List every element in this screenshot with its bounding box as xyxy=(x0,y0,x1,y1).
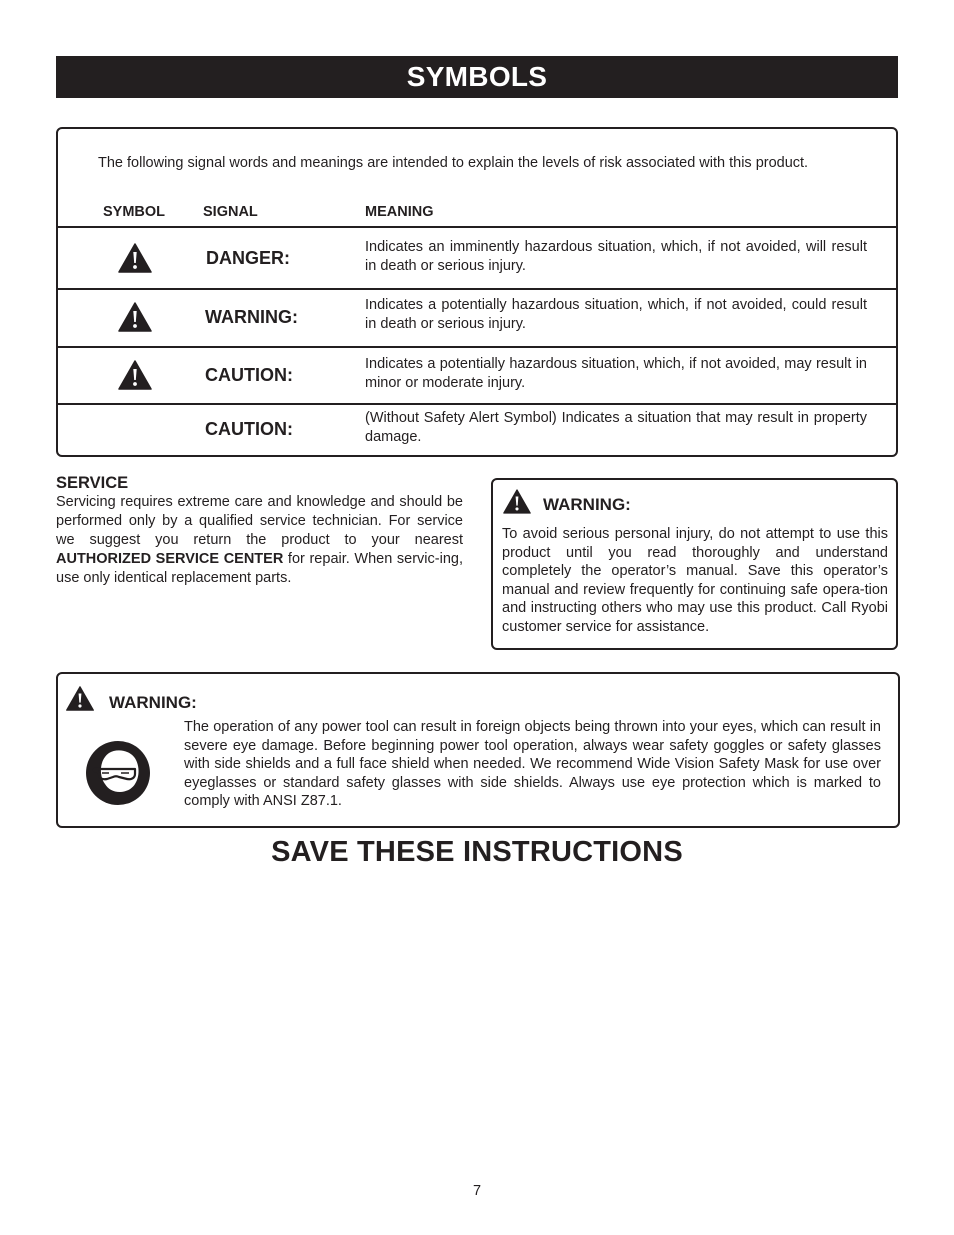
service-warning-box xyxy=(491,478,898,650)
signal-meaning: (Without Safety Alert Symbol) Indicates a situation that may result in property damage. xyxy=(365,410,867,445)
service-text xyxy=(56,493,463,588)
warning-label: WARNING: xyxy=(109,693,197,712)
signal-row-warning xyxy=(58,288,896,346)
page-title: SYMBOLS xyxy=(56,56,898,98)
eye-protection-icon xyxy=(85,740,151,806)
warning-text: To avoid serious personal injury, do not attempt to use this product until you read thoroughly and understand completely the operator’s manual. Save this operator’s manual and review frequently for continuing safe opera-tion and instructing others who may use this product. Call Ryobi customer service for assistance. xyxy=(502,526,888,635)
service-text-part: Servicing requires extreme care and knowledge and should be performed only by a qualified service technician. For service we suggest you return the product to your nearest xyxy=(56,494,463,548)
signal-words-table xyxy=(56,127,898,457)
signal-label: DANGER: xyxy=(206,248,290,268)
warning-triangle-icon xyxy=(118,243,152,273)
page-number: 7 xyxy=(472,1183,482,1199)
service-text-part: for repair. When servic-ing, use only identical replacement parts. xyxy=(56,551,463,586)
signal-meaning: Indicates an imminently hazardous situation, which, if not avoided, will result in death or serious injury. xyxy=(365,239,867,274)
save-instructions-heading: SAVE THESE INSTRUCTIONS xyxy=(271,836,683,868)
signal-label: CAUTION: xyxy=(205,365,293,385)
signal-row-danger xyxy=(58,226,896,288)
warning-label: WARNING: xyxy=(543,495,631,514)
warning-triangle-icon xyxy=(118,360,152,390)
header-symbol: SYMBOL xyxy=(103,204,166,220)
warning-triangle-icon xyxy=(65,686,95,711)
warning-triangle-icon xyxy=(118,302,152,332)
signal-label: WARNING: xyxy=(205,307,298,327)
header-meaning: MEANING xyxy=(365,204,434,220)
service-heading: SERVICE xyxy=(56,474,129,492)
warning-triangle-icon xyxy=(503,489,531,514)
signal-row-caution-no-symbol xyxy=(58,403,896,455)
eye-protection-warning-box xyxy=(56,672,900,828)
intro-text: The following signal words and meanings are intended to explain the levels of risk associated with this product. xyxy=(98,155,809,171)
warning-text: The operation of any power tool can result in foreign objects being thrown into your eyes, which can result in severe eye damage. Before beginning power tool operation, always wear safety goggles or safety glasses with side shields and a full face shield when needed. We recommend Wide Vision Safety Mask for use over eyeglasses or standard safety glasses with side shields. Always use eye protection which is marked to comply with ANSI Z87.1. xyxy=(184,719,881,810)
signal-meaning: Indicates a potentially hazardous situation, which, if not avoided, could result in death or serious injury. xyxy=(365,297,867,332)
signal-label: CAUTION: xyxy=(205,419,293,439)
signal-meaning: Indicates a potentially hazardous situation, which, if not avoided, may result in minor or moderate injury. xyxy=(365,356,867,391)
signal-row-caution xyxy=(58,346,896,403)
header-signal: SIGNAL xyxy=(203,204,258,220)
service-center-emphasis: AUTHORIZED SERVICE CENTER xyxy=(56,551,284,567)
